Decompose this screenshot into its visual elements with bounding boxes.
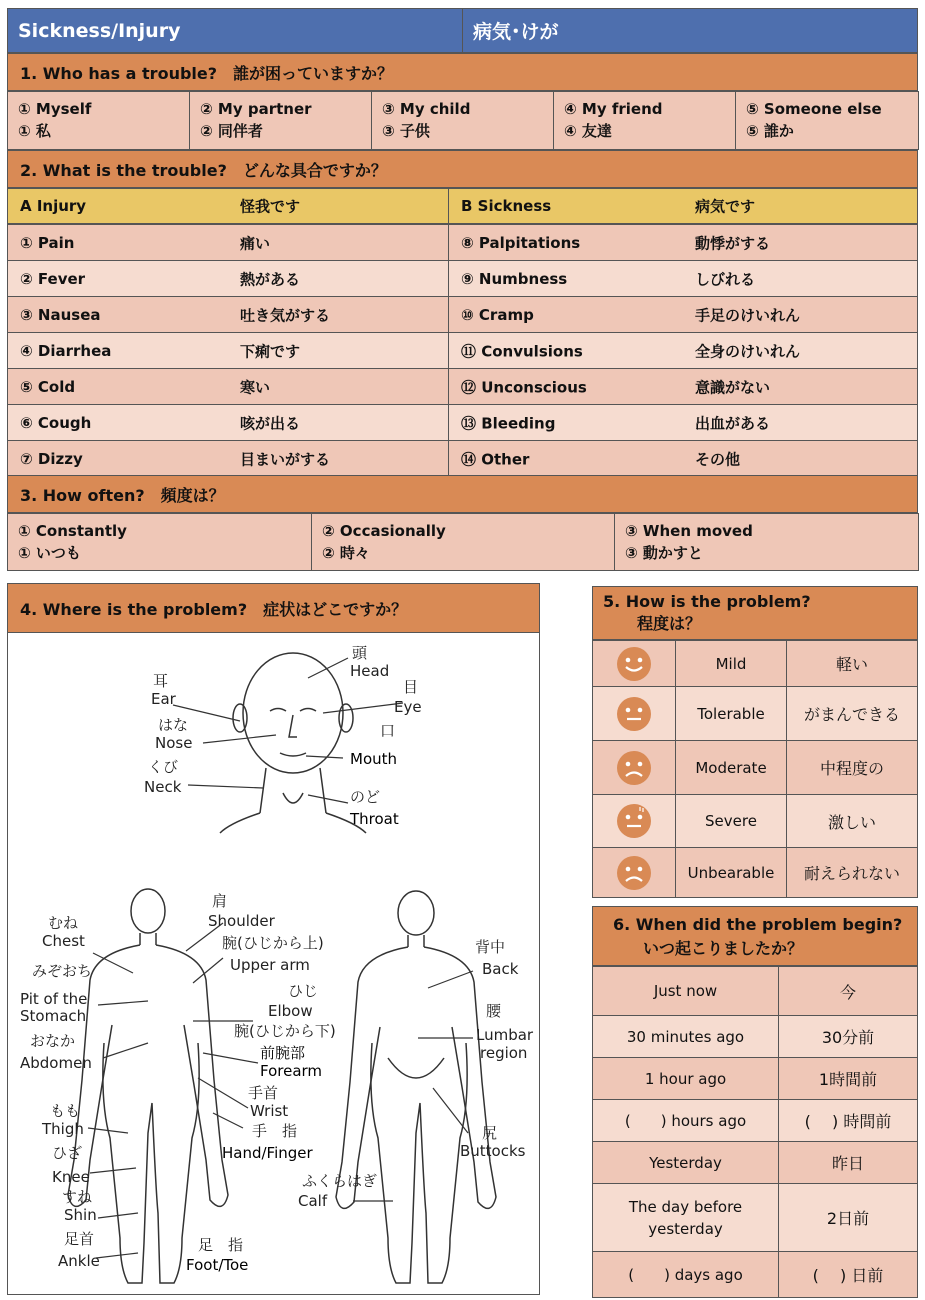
onset-ja[interactable]: 30分前 [778,1015,918,1058]
body-diagram-panel [7,632,540,1295]
symptom-row-a[interactable] [7,296,449,333]
onset-ja[interactable]: 1時間前 [778,1057,918,1100]
q1-option-en: ① Myself [18,100,92,118]
label-forearm-en: Forearm [260,1062,323,1080]
symptom-ja: 目まいがする [240,450,331,468]
col-b-header-ja: 病気です [695,197,756,216]
severity-ja[interactable]: がまんできる [786,686,918,741]
crying-face-icon[interactable] [592,847,676,898]
label-nose-ja: はな [158,716,189,734]
q1-option-en: ③ My child [382,100,471,118]
label-mouth-ja: 口 [380,722,396,740]
q2-title: 2. What is the trouble? どんな具合ですか？ [7,150,918,188]
label-shin-ja: すね [62,1188,93,1206]
label-pit-en2: Stomach [20,1007,87,1025]
onset-ja[interactable]: ( ) 日前 [778,1251,918,1298]
label-foot-en: Foot/Toe [186,1256,249,1274]
label-lumbar-en2: region [480,1044,528,1062]
severity-en[interactable]: Severe [675,794,787,848]
label-wrist-en: Wrist [250,1102,289,1120]
label-shoulder-ja: 肩 [212,892,228,910]
label-buttocks-en: Buttocks [460,1142,526,1160]
label-upper-arm-ja: 腕(ひじから上) [222,934,324,952]
severity-en[interactable]: Moderate [675,740,787,795]
q1-option-en: ④ My friend [564,100,663,118]
ear-right [339,704,353,732]
symptom-en: ⑫ Unconscious [461,378,587,396]
q1-option-ja: ⑤ 誰か [746,122,794,140]
symptom-ja: 全身のけいれん [695,342,801,360]
q3-option-en: ② Occasionally [322,522,446,540]
col-a-header-en: A Injury [20,197,87,215]
label-hand-ja: 手 指 [252,1122,298,1140]
q1-option[interactable] [371,91,554,150]
symptom-row-a[interactable] [7,332,449,369]
severity-ja[interactable]: 中程度の [786,740,918,795]
back-body [336,891,496,1283]
symptom-ja: 下痢です [240,342,301,360]
q1-option-en: ② My partner [200,100,312,118]
label-calf-ja: ふくらはぎ [302,1172,378,1190]
symptom-row-b[interactable] [448,404,918,441]
q5-title-ja: 程度は？ [637,614,702,633]
onset-ja[interactable]: ( ) 時間前 [778,1099,918,1142]
q5-title [592,586,918,640]
symptom-ja: 動悸がする [695,234,771,252]
q3-option-en: ① Constantly [18,522,127,540]
symptom-en: ⑪ Convulsions [461,342,583,360]
label-throat-ja: のど [350,788,381,806]
symptom-en: ① Pain [20,233,75,252]
q2-col-b-header [448,188,918,224]
col-b-header-en: B Sickness [461,197,552,215]
symptom-ja: 吐き気がする [240,306,331,324]
q3-option-en: ③ When moved [625,522,753,540]
symptom-ja: 痛い [240,234,271,252]
label-mouth-en: Mouth [350,750,398,768]
neck-base [220,813,366,833]
label-calf-en: Calf [298,1192,328,1210]
symptom-en: ③ Nausea [20,305,101,324]
label-ankle-en: Ankle [58,1252,100,1270]
symptom-en: ⑩ Cramp [461,305,534,324]
onset-en[interactable]: ( ) days ago [592,1251,779,1298]
q1-option[interactable] [735,91,919,150]
severity-ja[interactable]: 耐えられない [786,847,918,898]
symptom-row-b[interactable] [448,332,918,369]
onset-ja[interactable]: 2日前 [778,1183,918,1252]
q3-option-ja: ③ 動かすと [625,544,703,562]
q3-title: 3. How often? 頻度は？ [7,475,918,513]
label-nose-en: Nose [155,734,193,752]
symptom-en: ⑧ Palpitations [461,233,581,252]
nose [289,715,297,737]
symptom-row-b[interactable] [448,368,918,405]
label-ear-ja: 耳 [153,672,169,690]
head-outline [243,653,343,773]
label-hand-en: Hand/Finger [222,1144,313,1162]
header-title-ja: 病気･けが [462,8,918,53]
label-buttocks-ja: 尻 [482,1124,498,1142]
symptom-en: ⑨ Numbness [461,269,568,288]
q3-option[interactable] [614,513,919,571]
label-head-ja: 頭 [352,644,368,662]
sweat-face-icon[interactable] [592,794,676,848]
label-elbow-ja: ひじ [288,982,319,1000]
onset-ja[interactable]: 今 [778,966,918,1016]
label-lumbar-ja: 腰 [486,1002,502,1020]
label-thigh-en: Thigh [42,1120,84,1138]
label-shin-en: Shin [64,1206,97,1224]
symptom-en: ⑭ Other [461,450,530,468]
symptom-ja: しびれる [695,270,756,288]
severity-en[interactable]: Unbearable [675,847,787,898]
symptom-row-b[interactable] [448,224,918,261]
label-forearm-ja: 前腕部 [260,1044,306,1062]
symptom-row-a[interactable] [7,368,449,405]
q4-title: 4. Where is the problem? 症状はどこですか？ [7,583,540,633]
label-pit-ja: みぞおち [32,962,93,980]
onset-en[interactable]: 1 hour ago [592,1057,779,1100]
label-chest-ja: むね [48,914,79,932]
label-lower-arm-ja: 腕(ひじから下) [234,1022,336,1040]
onset-en[interactable]: ( ) hours ago [592,1099,779,1142]
q6-title-ja: いつ起こりましたか？ [643,939,804,958]
label-ear-en: Ear [151,690,176,708]
q1-option-ja: ② 同伴者 [200,122,263,140]
symptom-ja: 咳が出る [240,414,301,432]
symptom-en: ⑥ Cough [20,413,92,432]
label-abdomen-en: Abdomen [20,1054,92,1072]
mouth [280,753,306,756]
label-head-en: Head [350,662,390,680]
symptom-en: ⑤ Cold [20,377,76,396]
label-throat-en: Throat [350,810,399,828]
symptom-en: ⑦ Dizzy [20,449,83,468]
label-eye-ja: 目 [403,678,419,696]
q2-col-a-header [7,188,449,224]
label-neck-ja: くび [148,758,179,776]
q1-option-en: ⑤ Someone else [746,100,882,118]
label-ankle-ja: 足首 [64,1230,95,1248]
label-pit-en1: Pit of the [20,990,88,1008]
onset-ja[interactable]: 昨日 [778,1141,918,1184]
severity-ja[interactable]: 激しい [786,794,918,848]
severity-ja[interactable]: 軽い [786,640,918,687]
q5-title-en: 5. How is the problem? [603,592,811,611]
onset-en[interactable]: Just now [592,966,779,1016]
symptom-ja: 意識がない [695,378,771,396]
label-back-en: Back [482,960,519,978]
q1-option[interactable] [553,91,736,150]
q1-option-ja: ① 私 [18,122,51,140]
symptom-ja: 熱がある [240,270,301,288]
label-abdomen-ja: おなか [30,1032,76,1050]
symptom-row-b[interactable] [448,296,918,333]
symptom-en: ② Fever [20,269,86,288]
symptom-row-a[interactable] [7,440,449,477]
onset-en[interactable]: Yesterday [592,1141,779,1184]
q1-option[interactable] [7,91,190,150]
sad-face-icon[interactable] [592,740,676,795]
severity-en[interactable]: Tolerable [675,686,787,741]
symptom-ja: 手足のけいれん [695,306,801,324]
label-shoulder-en: Shoulder [208,912,275,930]
q1-option-ja: ③ 子供 [382,122,430,140]
symptom-ja: その他 [695,450,741,468]
label-back-ja: 背中 [475,938,506,956]
header-title-en: Sickness/Injury [7,8,463,53]
label-neck-en: Neck [144,778,182,796]
q3-option-ja: ① いつも [18,544,81,562]
symptom-ja: 寒い [240,378,271,396]
smile-face-icon[interactable] [592,640,676,687]
q1-option-ja: ④ 友達 [564,122,612,140]
q6-title [592,906,918,966]
label-eye-en: Eye [394,698,422,716]
symptom-row-a[interactable] [7,224,449,261]
label-upper-arm-en: Upper arm [230,956,310,974]
symptom-row-a[interactable] [7,404,449,441]
symptom-en: ⑬ Bleeding [461,414,556,432]
label-elbow-en: Elbow [268,1002,313,1020]
onset-en[interactable]: The day before yesterday [592,1183,779,1252]
label-lumbar-en1: Lumbar [476,1026,534,1044]
severity-en[interactable]: Mild [675,640,787,687]
label-knee-en: Knee [52,1168,90,1186]
q3-option[interactable] [7,513,312,571]
label-chest-en: Chest [42,932,85,950]
symptom-ja: 出血がある [695,414,771,432]
symptom-row-a[interactable] [7,260,449,297]
onset-en[interactable]: 30 minutes ago [592,1015,779,1058]
label-knee-ja: ひざ [52,1144,83,1162]
col-a-header-ja: 怪我です [240,197,301,216]
ear-left [233,704,247,732]
symptom-row-b[interactable] [448,260,918,297]
throat [283,793,303,803]
q1-title: 1. Who has a trouble? 誰が困っていますか？ [7,53,918,91]
symptom-row-b[interactable] [448,440,918,477]
q3-option[interactable] [311,513,615,571]
neutral-face-icon[interactable] [592,686,676,741]
eyes [270,709,316,712]
neck [260,768,326,813]
label-foot-ja: 足 指 [198,1236,244,1254]
label-wrist-ja: 手首 [248,1084,279,1102]
q3-option-ja: ② 時々 [322,544,370,562]
q6-title-en: 6. When did the problem begin? [613,915,903,934]
symptom-en: ④ Diarrhea [20,341,112,360]
q1-option[interactable] [189,91,372,150]
label-thigh-ja: もも [50,1102,81,1120]
